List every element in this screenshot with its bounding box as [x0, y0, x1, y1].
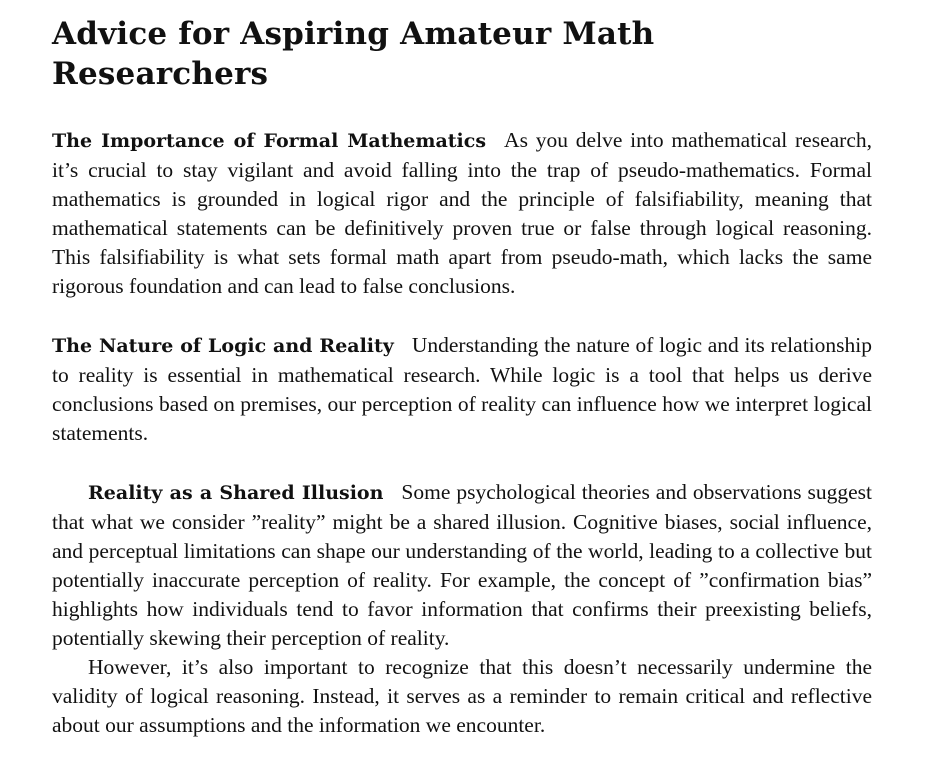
document-page: [52, 14, 872, 740]
section-heading: The Importance of Formal Mathematics: [52, 130, 487, 152]
section-shared-illusion: [52, 478, 872, 653]
section-heading: Reality as a Shared Illusion: [88, 482, 384, 504]
section-shared-illusion-continuation: However, it’s also important to recognize that this doesn’t necessarily undermine the validity of logical reasoning. Instead, it serves as a reminder to remain critical and reflective about our assumptions and the information we encounter.: [52, 655, 872, 737]
section-body: Understanding the nature of logic and its relationship to reality is essential in mathematical research. While logic is a tool that helps us derive conclusions based on premises, our perception of reality can influence how we interpret logical statements.: [52, 333, 872, 445]
section-formal-mathematics: [52, 126, 872, 301]
section-body: As you delve into mathematical research, it’s crucial to stay vigilant and avoid falling into the trap of pseudo-mathematics. Formal mathematics is grounded in logical rigor and the principle of falsifiability, meaning that mathematical statements can be definitively proven true or false through logical reasoning. This falsifiability is what sets formal math apart from pseudo-math, which lacks the same rigorous foundation and can lead to false conclusions.: [52, 128, 873, 298]
section-heading: The Nature of Logic and Reality: [52, 335, 394, 357]
document-title: Advice for Aspiring Amateur Math Researchers: [52, 16, 655, 92]
section-logic-and-reality: [52, 331, 872, 448]
section-body: Some psychological theories and observations suggest that what we consider ”reality” might be a shared illusion. Cognitive biases, social influence, and perceptual limitations can shape our understanding of the world, leading to a collective but potentially inaccurate perception of reality. For example, the concept of ”confirmation bias” highlights how individuals tend to favor information that confirms their preexisting beliefs, potentially skewing their perception of reality.: [52, 480, 872, 650]
